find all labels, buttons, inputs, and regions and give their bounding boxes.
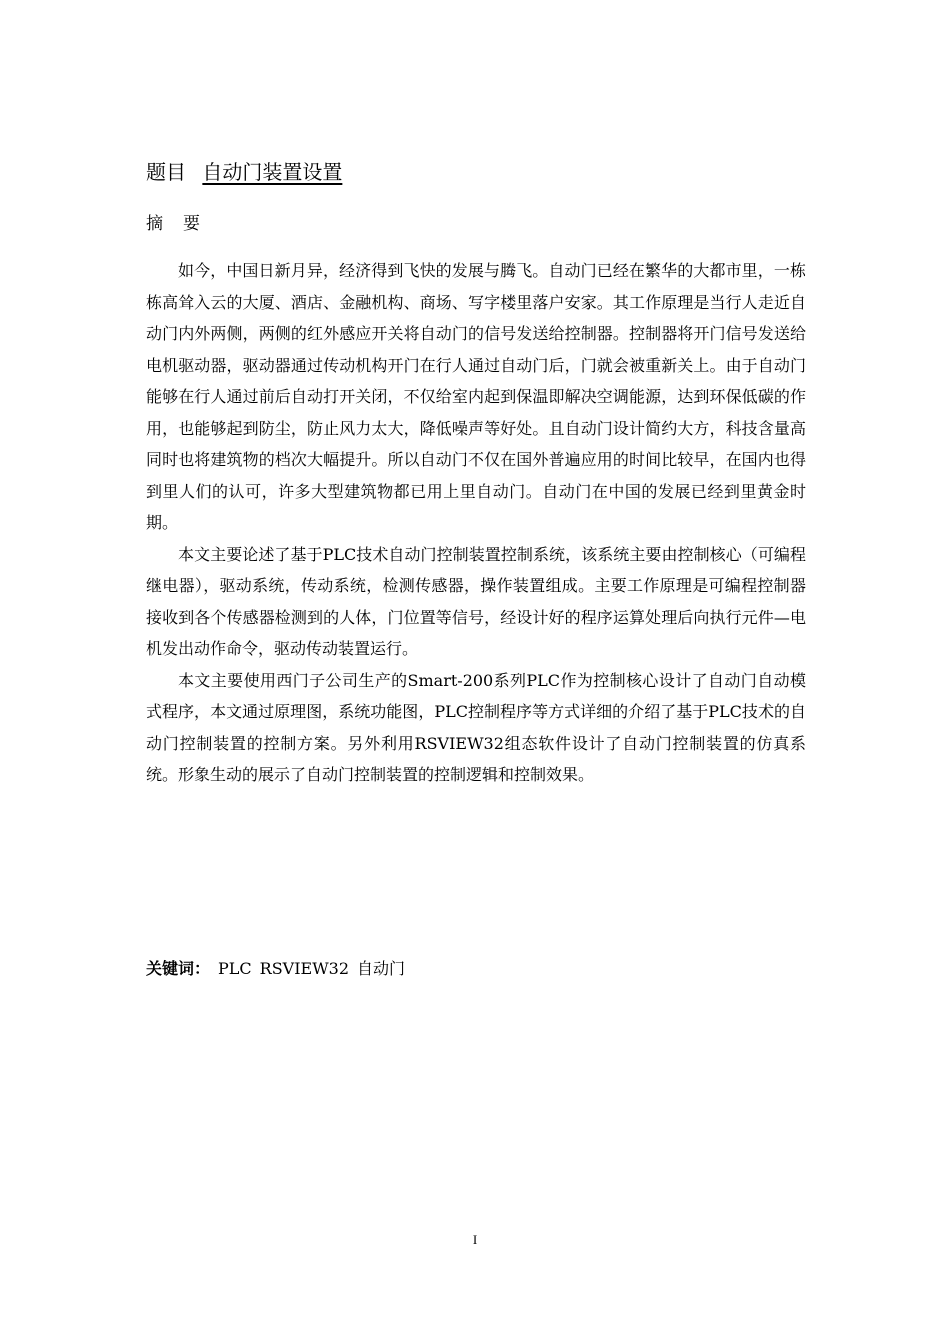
document-title <box>146 157 342 187</box>
keywords-line <box>146 955 405 983</box>
keywords-label: 关键词： <box>146 959 211 978</box>
abstract-body <box>146 255 806 791</box>
abstract-paragraph: 本文主要论述了基于PLC技术自动门控制装置控制系统，该系统主要由控制核心（可编程继电器），驱动系统，传动系统，检测传感器，操作装置组成。主要工作原理是可编程控制器接收到各个传感器检测到的人体，门位置等信号，经设计好的程序运算处理后向执行元件—电机发出动作命令，驱动传动装置运行。 <box>146 544 806 658</box>
keyword-item: PLC <box>218 959 252 978</box>
title-label: 题目 <box>146 160 186 184</box>
page-number: I <box>472 1232 478 1247</box>
title-text: 自动门装置设置 <box>202 160 343 184</box>
keyword-item: RSVIEW32 <box>259 959 350 978</box>
keyword-item: 自动门 <box>357 959 406 978</box>
abstract-paragraph: 如今，中国日新月异，经济得到飞快的发展与腾飞。自动门已经在繁华的大都市里，一栋栋高耸入云的大厦、酒店、金融机构、商场、写字楼里落户安家。其工作原理是当行人走近自动门内外两侧，两侧的红外感应开关将自动门的信号发送给控制器。控制器将开门信号发送给电机驱动器，驱动器通过传动机构开门在行人通过自动门后，门就会被重新关上。由于自动门能够在行人通过前后自动打开关闭，不仅给室内起到保温即解决空调能源，达到环保低碳的作用，也能够起到防尘，防止风力太大，降低噪声等好处。且自动门设计简约大方，科技含量高同时也将建筑物的档次大幅提升。所以自动门不仅在国外普遍应用的时间比较早，在国内也得到里人们的认可，许多大型建筑物都已用上里自动门。自动门在中国的发展已经到里黄金时期。 <box>146 261 806 532</box>
abstract-heading: 摘要 <box>146 214 220 234</box>
abstract-paragraph: 本文主要使用西门子公司生产的Smart-200系列PLC作为控制核心设计了自动门自动模式程序，本文通过原理图，系统功能图，PLC控制程序等方式详细的介绍了基于PLC技术的自动门控制装置的控制方案。另外利用RSVIEW32组态软件设计了自动门控制装置的仿真系统。形象生动的展示了自动门控制装置的控制逻辑和控制效果。 <box>146 670 806 784</box>
